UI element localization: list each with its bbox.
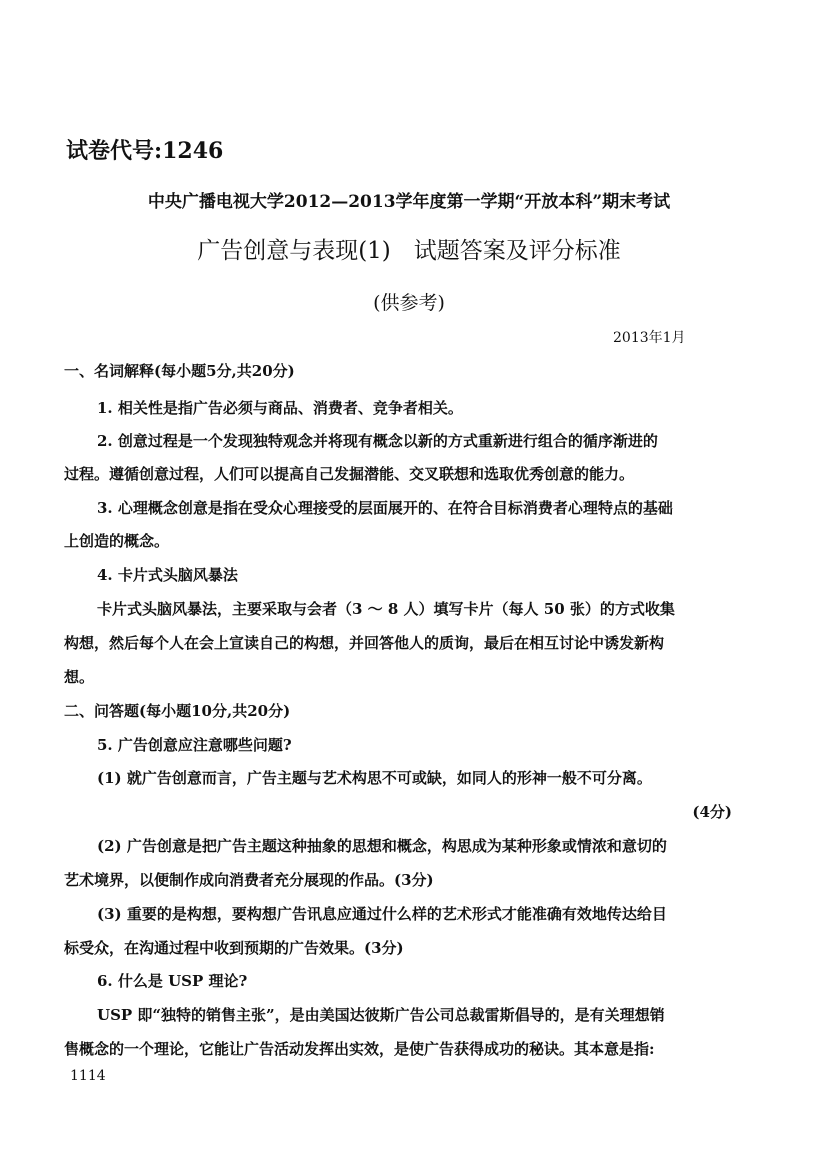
page-number: 1114 [70,1068,106,1084]
exam-date: 2013年1月 [613,330,686,346]
answer-line: 6. 什么是 USP 理论? [97,972,248,990]
answer-line: USP 即“独特的销售主张”，是由美国达彼斯广告公司总裁雷斯倡导的，是有关理想销 [97,1006,665,1024]
answer-line: 3. 心理概念创意是指在受众心理接受的层面展开的、在符合目标消费者心理特点的基础 [97,499,673,517]
answer-line: 过程。遵循创意过程，人们可以提高自己发掘潜能、交叉联想和选取优秀创意的能力。 [64,465,635,483]
answer-line: 售概念的一个理论，它能让广告活动发挥出实效，是使广告获得成功的秘诀。其本意是指: [64,1040,655,1058]
answer-line: (1) 就广告创意而言，广告主题与艺术构思不可或缺，如同人的形神一般不可分离。 [97,769,652,787]
answer-line: 2. 创意过程是一个发现独特观念并将现有概念以新的方式重新进行组合的循序渐进的 [97,432,658,450]
score-note: (4分) [692,803,732,821]
exam-title: 中央广播电视大学2012—2013学年度第一学期“开放本科”期末考试 [147,192,671,212]
paper-code: 试卷代号:1246 [66,138,224,164]
answer-line: (3) 重要的是构想，要构想广告讯息应通过什么样的艺术形式才能准确有效地传达给目 [97,905,667,923]
subtitle: (供参考) [373,292,445,314]
answer-line: (2) 广告创意是把广告主题这种抽象的思想和概念，构思成为某种形象或情浓和意切的 [97,837,667,855]
section-heading-1: 一、名词解释(每小题5分,共20分) [64,362,295,380]
answer-line: 艺术境界，以便制作成向消费者充分展现的作品。(3分) [64,871,434,889]
answer-line: 上创造的概念。 [64,532,170,550]
answer-line: 想。 [64,668,95,686]
answer-line: 4. 卡片式头脑风暴法 [97,566,238,584]
answer-line: 标受众，在沟通过程中收到预期的广告效果。(3分) [64,939,404,957]
answer-line: 卡片式头脑风暴法，主要采取与会者（3 ～ 8 人）填写卡片（每人 50 张）的方式收集 [97,600,675,618]
answer-line: 1. 相关性是指广告必须与商品、消费者、竞争者相关。 [97,399,463,417]
course-title: 广告创意与表现(1) 试题答案及评分标准 [197,238,621,264]
section-heading-2: 二、问答题(每小题10分,共20分) [64,702,291,720]
answer-line: 构想，然后每个人在会上宣读自己的构想，并回答他人的质询，最后在相互讨论中诱发新构 [64,634,665,652]
answer-line: 5. 广告创意应注意哪些问题? [97,736,292,754]
